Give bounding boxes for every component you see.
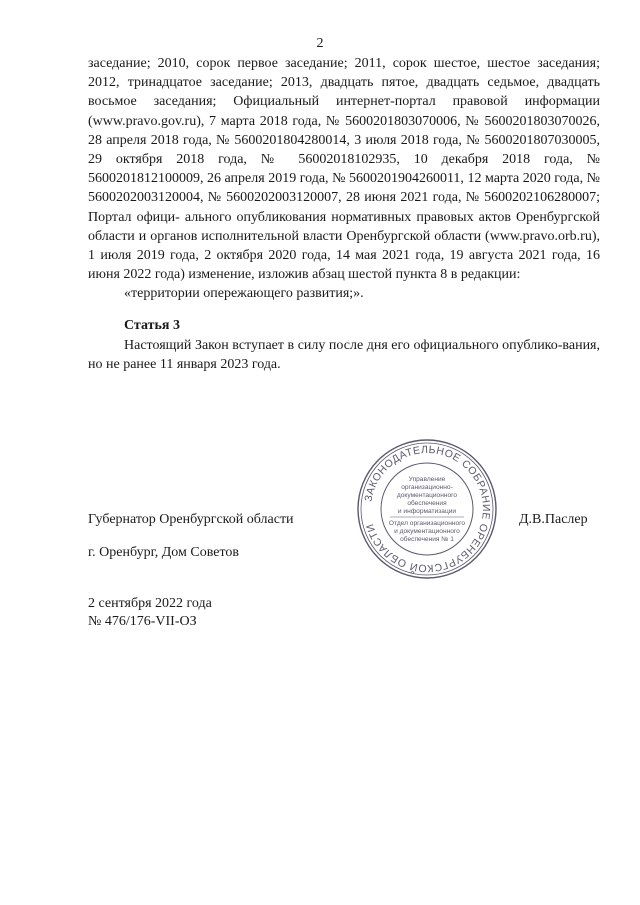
article-heading: Статья 3 (124, 318, 180, 333)
seal-center-line: Отдел организационного (388, 520, 466, 527)
signing-place: г. Оренбург, Дом Советов (88, 545, 239, 560)
seal-ring-text: ЗАКОНОДАТЕЛЬНОЕ СОБРАНИЕ ОРЕНБУРГСКОЙ ОБЛАСТИ (362, 443, 493, 575)
paragraph-line: заседание; 2010, сорок первое заседание; 2011, сорок шестое, шестое заседания; (88, 56, 600, 71)
seal-center-line: и документационного (394, 528, 460, 535)
law-number: № 476/176-VII-ОЗ (88, 614, 197, 629)
paragraph-line: 2018 года, № 5600201807030005, 29 октября 2018 года, № 5600201810293​5, (88, 132, 601, 168)
seal-center-line: и информатизации (397, 508, 457, 515)
paragraph-line: 16 июня 2022 года) изменение, изложив абзац шестой пункта 8 в редакции: (88, 248, 600, 283)
paragraph-line: 2012, тринадцатое заседание; 2013, двадцать пятое, двадцать седьмое, двадцать (88, 75, 600, 91)
seal-center-line: документационного (396, 492, 458, 499)
seal-center-line: обеспечения (407, 500, 447, 507)
article-text: Настоящий Закон вступает в силу после дня его официального опублико-вания, но не ранее 11 января 2023 года. (88, 338, 600, 373)
paragraph-line: № 5600201803070026, 28 апреля 2018 года, № 5600201804280014, 3 июля (88, 113, 600, 148)
governor-title: Губернатор Оренбургской области (88, 512, 294, 527)
seal-center-line: обеспечения № 1 (400, 536, 454, 543)
paragraph-line: (www.pravo.gov.ru), 7 марта 2018 года, № 5600201803070006, (88, 113, 466, 129)
page-number: 2 (316, 36, 324, 51)
official-seal (356, 438, 498, 580)
seal-center-line: Управление (408, 476, 446, 483)
paragraph-line: № 5600201904260011, 12 марта 2020 года, № 5600202003120004, (88, 171, 600, 206)
paragraph-line: органов исполнительной власти Оренбургской области (www.pravo.orb.ru), (150, 228, 600, 244)
signing-date: 2 сентября 2022 года (88, 596, 212, 611)
paragraph-line: 1 июля 2019 года, 2 октября 2020 года, 14 мая 2021 года, 19 августа 2021 года, (88, 248, 586, 264)
paragraph-line: ального опубликования нормативных правовых актов Оренбургской области и (88, 209, 600, 244)
quoted-text: «территории опережающего развития;». (124, 286, 364, 302)
paragraph-line: 10 декабря 2018 года, № 5600201812100009, 26 апреля 2019 года, (88, 152, 600, 187)
seal-center-line: организационно- (401, 484, 453, 491)
paragraph-line: восьмое заседания; Официальный интернет-портал правовой информации (88, 94, 600, 110)
paragraph (88, 54, 600, 284)
paragraph-line: № 5600202003120007, 28 июня 2021 года, № 5600202106280007; Портал офици- (88, 190, 601, 225)
body-text (88, 54, 600, 304)
governor-name: Д.В.Паслер (519, 512, 588, 527)
